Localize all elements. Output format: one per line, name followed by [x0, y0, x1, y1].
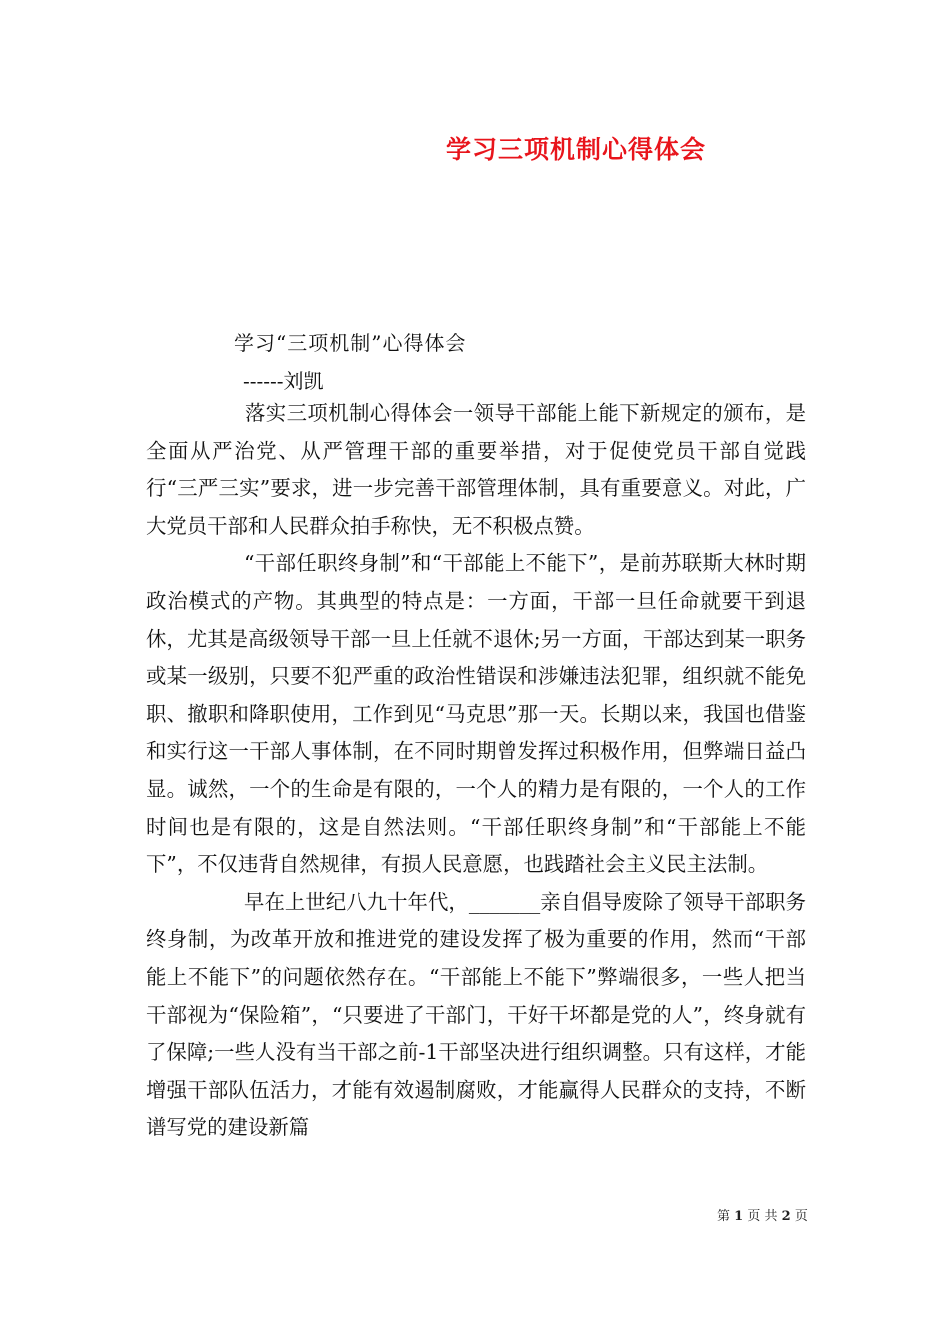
current-page-number: 1 — [734, 1209, 744, 1224]
body-paragraph: “干部任职终身制”和“干部能上不能下”，是前苏联斯大林时期政治模式的产物。其典型的特点是：一方面，干部一旦任命就要干到退休，尤其是高级领导干部一旦上任就不退休;另一方面，干部达到某一职务或某一级别，只要不犯严重的政治性错误和涉嫌违法犯罪，组织就不能免职、撤职和降职使用，工作到见“马克思”那一天。长期以来，我国也借鉴和实行这一干部人事体制，在不同时期曾发挥过积极作用，但弊端日益凸显。诚然，一个的生命是有限的，一个人的精力是有限的，一个人的工作时间也是有限的，这是自然法则。“干部任职终身制”和“干部能上不能下”，不仅违背自然规律，有损人民意愿，也践踏社会主义民主法制。 — [146, 551, 806, 877]
page-footer — [717, 1205, 808, 1224]
footer-middle: 页 共 — [747, 1209, 778, 1224]
document-body — [146, 395, 806, 1147]
footer-prefix: 第 — [717, 1209, 731, 1224]
body-paragraph: 早在上世纪八九十年代，_______亲自倡导废除了领导干部职务终身制，为改革开放和推进党的建设发挥了极为重要的作用，然而“干部能上不能下”的问题依然存在。“干部能上不能下”弊端很多，一些人把当干部视为“保险箱”，“只要进了干部门，干好干坏都是党的人”，终身就有了保障;一些人没有当干部之前-1干部坚决进行组织调整。只有这样，才能增强干部队伍活力，才能有效遏制腐败，才能赢得人民群众的支持，不断谱写党的建设新篇 — [146, 889, 806, 1140]
body-paragraph: 落实三项机制心得体会一领导干部能上能下新规定的颁布，是全面从严治党、从严管理干部的重要举措，对于促使党员干部自觉践行“三严三实”要求，进一步完善干部管理体制，具有重要意义。对此，广大党员干部和人民群众拍手称快，无不积极点赞。 — [146, 401, 806, 538]
document-subtitle: 学习“三项机制”心得体会 — [234, 331, 467, 355]
footer-suffix: 页 — [794, 1209, 808, 1224]
total-pages-number: 2 — [781, 1209, 791, 1224]
document-title: 学习三项机制心得体会 — [445, 135, 706, 164]
author-line: ------刘凯 — [243, 369, 324, 393]
